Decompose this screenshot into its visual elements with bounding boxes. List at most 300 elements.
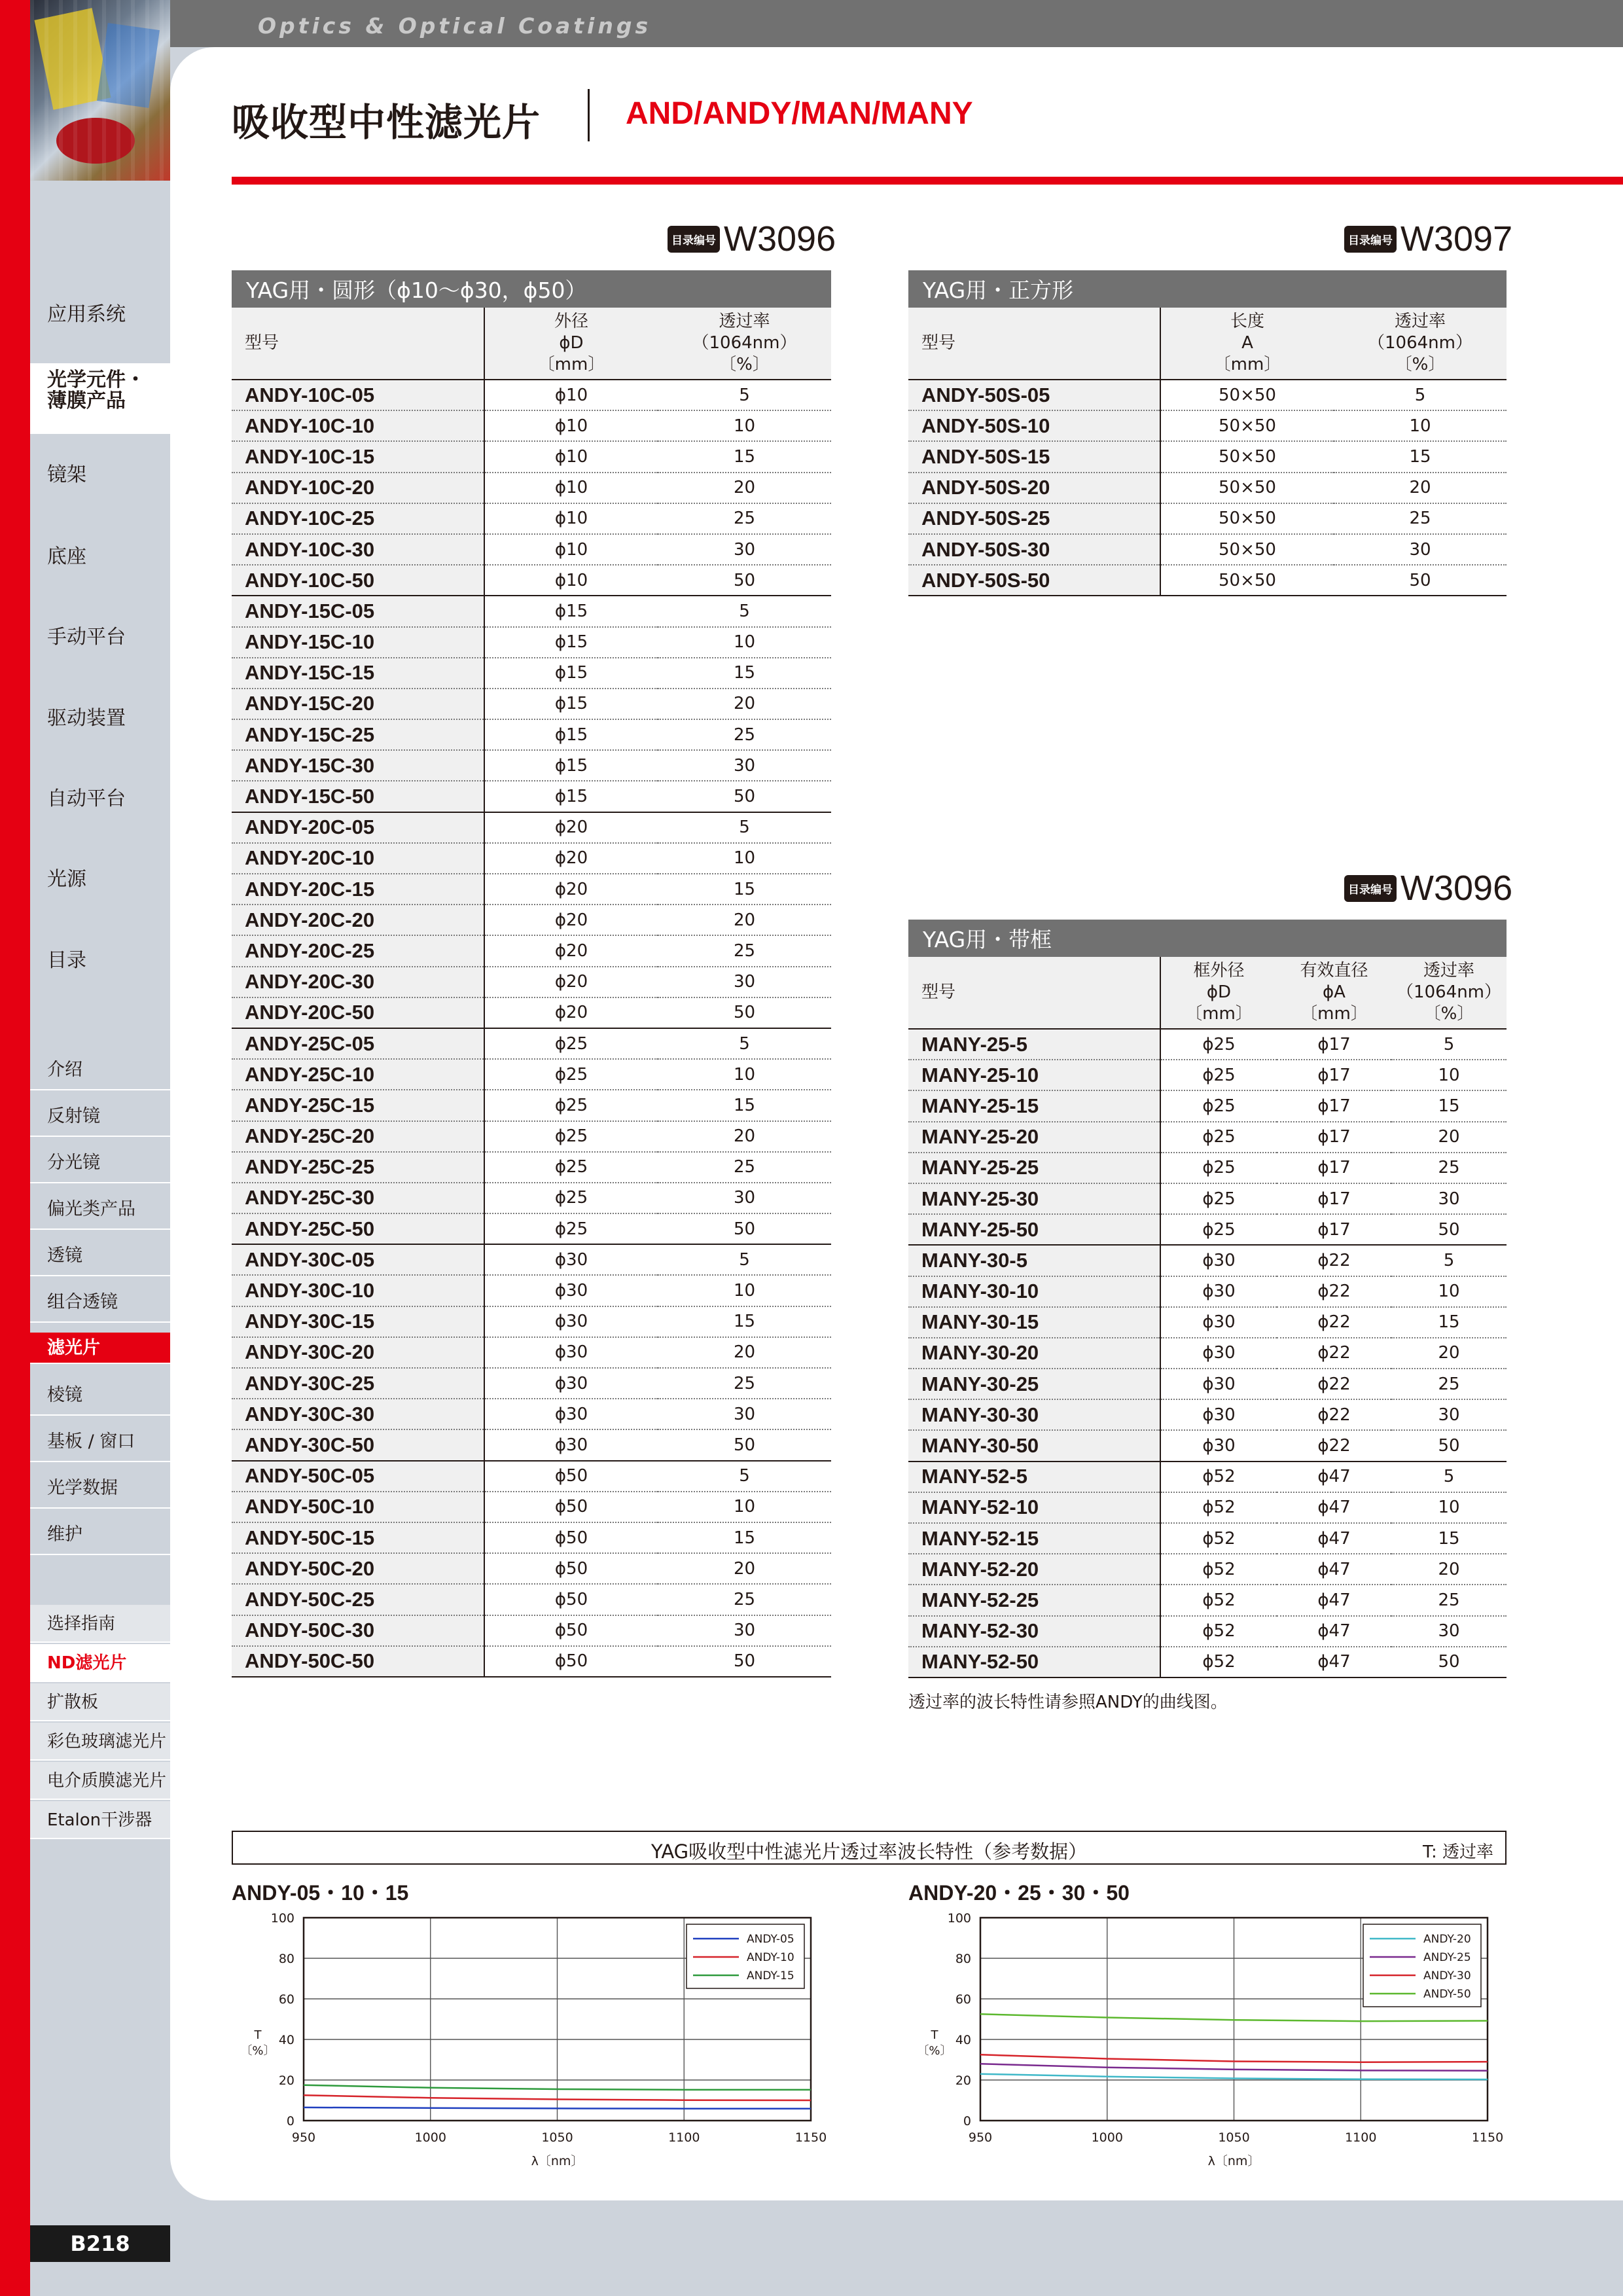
- sidebar-main-item[interactable]: 光源: [47, 868, 86, 891]
- model-cell: MANY-52-15: [908, 1523, 1160, 1554]
- value-cell: 25: [658, 1368, 831, 1399]
- value-cell: 25: [1334, 503, 1507, 534]
- model-cell: ANDY-10C-05: [232, 380, 484, 410]
- value-cell: ϕ20: [484, 997, 658, 1028]
- catalog-badge: 目录编号: [668, 226, 720, 253]
- y-axis-label: T 〔%〕: [917, 2028, 952, 2058]
- column-header: 有效直径 ϕA 〔mm〕: [1277, 957, 1391, 1029]
- model-cell: ANDY-20C-50: [232, 997, 484, 1028]
- model-cell: ANDY-25C-30: [232, 1183, 484, 1213]
- sidebar-sub-item[interactable]: 光学数据: [30, 1468, 170, 1509]
- sidebar-main-item[interactable]: 驱动装置: [47, 707, 126, 730]
- model-cell: ANDY-30C-10: [232, 1275, 484, 1306]
- model-cell: MANY-52-20: [908, 1554, 1160, 1585]
- value-cell: 15: [1334, 441, 1507, 472]
- value-cell: ϕ17: [1277, 1153, 1391, 1183]
- model-cell: ANDY-30C-20: [232, 1337, 484, 1368]
- value-cell: ϕ20: [484, 812, 658, 843]
- x-axis-label: λ〔nm〕: [531, 2154, 584, 2168]
- value-cell: 10: [1334, 410, 1507, 441]
- side-red-strip: [0, 0, 30, 2296]
- value-cell: ϕ17: [1277, 1090, 1391, 1121]
- table-caption: YAG用・圆形（ϕ10〜ϕ30，ϕ50）: [232, 270, 831, 308]
- value-cell: 20: [658, 473, 831, 503]
- model-cell: MANY-30-20: [908, 1338, 1160, 1369]
- chart-title-left: ANDY-05・10・15: [232, 1881, 409, 1905]
- value-cell: ϕ10: [484, 410, 658, 441]
- model-cell: ANDY-15C-10: [232, 627, 484, 658]
- model-cell: ANDY-50C-05: [232, 1461, 484, 1492]
- table-row: [232, 1152, 831, 1183]
- table-row: [232, 1553, 831, 1584]
- value-cell: 50×50: [1160, 410, 1334, 441]
- model-cell: ANDY-20C-25: [232, 935, 484, 966]
- value-cell: ϕ30: [1160, 1307, 1277, 1338]
- table-row: [908, 1616, 1507, 1647]
- column-header: 型号: [908, 957, 1160, 1029]
- catalog-badge: 目录编号: [1344, 226, 1397, 253]
- value-cell: ϕ20: [484, 843, 658, 874]
- sidebar-guide-item[interactable]: 彩色玻璃滤光片: [30, 1723, 170, 1761]
- value-cell: 50: [658, 565, 831, 596]
- table-caption: YAG用・带框: [908, 920, 1507, 957]
- x-tick-label: 1050: [541, 2130, 573, 2145]
- chart-section-header: [232, 1831, 1507, 1865]
- model-cell: ANDY-30C-50: [232, 1429, 484, 1460]
- sidebar-main-item[interactable]: 手动平台: [47, 626, 126, 649]
- value-cell: 5: [658, 1244, 831, 1275]
- value-cell: 20: [1391, 1122, 1507, 1153]
- sidebar-sub-item[interactable]: 分光镜: [30, 1143, 170, 1183]
- value-cell: 50: [1391, 1647, 1507, 1677]
- table-row: [232, 967, 831, 997]
- legend-label: ANDY-10: [747, 1951, 794, 1964]
- value-cell: 25: [658, 1584, 831, 1615]
- sidebar-sub-item[interactable]: 反射镜: [30, 1096, 170, 1137]
- table-row: [232, 534, 831, 565]
- model-cell: ANDY-10C-50: [232, 565, 484, 596]
- value-cell: 10: [658, 843, 831, 874]
- value-cell: 10: [658, 1492, 831, 1522]
- value-cell: 15: [658, 441, 831, 472]
- value-cell: ϕ52: [1160, 1647, 1277, 1677]
- table-row: [232, 1275, 831, 1306]
- value-cell: ϕ47: [1277, 1462, 1391, 1492]
- y-tick-label: 40: [278, 2033, 294, 2047]
- x-tick-label: 1150: [794, 2130, 827, 2145]
- value-cell: 30: [658, 1399, 831, 1429]
- value-cell: 5: [658, 380, 831, 410]
- sidebar-sub-item[interactable]: 透镜: [30, 1236, 170, 1276]
- table-row: [232, 781, 831, 812]
- model-cell: ANDY-15C-30: [232, 750, 484, 781]
- page-number: B218: [30, 2225, 170, 2262]
- value-cell: 50×50: [1160, 534, 1334, 565]
- value-cell: ϕ15: [484, 781, 658, 812]
- value-cell: 10: [1391, 1492, 1507, 1523]
- value-cell: 30: [1334, 534, 1507, 565]
- table-row: [908, 1399, 1507, 1430]
- square-filter-table: [908, 270, 1507, 596]
- model-cell: ANDY-10C-30: [232, 534, 484, 565]
- value-cell: 30: [658, 1183, 831, 1213]
- value-cell: 10: [658, 410, 831, 441]
- table-row: [908, 1153, 1507, 1183]
- table-row: [232, 1244, 831, 1275]
- sidebar-main-item[interactable]: 应用系统: [47, 303, 126, 326]
- catalog-number-square: 目录编号 W3097: [1344, 219, 1512, 259]
- model-cell: ANDY-15C-50: [232, 781, 484, 812]
- x-tick-label: 1000: [1091, 2130, 1123, 2145]
- table-row: [232, 1059, 831, 1090]
- model-cell: ANDY-50S-05: [908, 380, 1160, 410]
- value-cell: 50: [658, 1646, 831, 1677]
- model-cell: MANY-25-30: [908, 1183, 1160, 1214]
- table-row: [232, 1646, 831, 1677]
- table-row: [908, 380, 1507, 410]
- value-cell: ϕ50: [484, 1492, 658, 1522]
- value-cell: ϕ22: [1277, 1430, 1391, 1461]
- model-cell: ANDY-25C-05: [232, 1028, 484, 1059]
- model-cell: MANY-52-5: [908, 1462, 1160, 1492]
- column-header: 透过率 （1064nm） 〔%〕: [1334, 308, 1507, 380]
- sidebar-main-item[interactable]: 底座: [47, 545, 86, 568]
- table-row: [232, 997, 831, 1028]
- value-cell: 10: [1391, 1060, 1507, 1090]
- model-cell: ANDY-25C-50: [232, 1213, 484, 1244]
- model-cell: ANDY-30C-15: [232, 1306, 484, 1337]
- value-cell: 30: [1391, 1183, 1507, 1214]
- model-cell: MANY-52-50: [908, 1647, 1160, 1677]
- catalog-badge: 目录编号: [1344, 875, 1397, 902]
- table-row: [908, 441, 1507, 472]
- chart-section-title: YAG吸收型中性滤光片透过率波长特性（参考数据）: [651, 1840, 1088, 1863]
- value-cell: ϕ30: [484, 1275, 658, 1306]
- legend-label: ANDY-15: [747, 1969, 794, 1982]
- legend-label: ANDY-25: [1423, 1951, 1471, 1964]
- value-cell: ϕ20: [484, 874, 658, 905]
- table-row: [232, 905, 831, 935]
- value-cell: ϕ30: [1160, 1399, 1277, 1430]
- value-cell: ϕ30: [484, 1429, 658, 1460]
- value-cell: 15: [1391, 1523, 1507, 1554]
- value-cell: 25: [658, 719, 831, 750]
- column-header: 透过率 （1064nm） 〔%〕: [658, 308, 831, 380]
- sidebar-main-item[interactable]: 光学元件・ 薄膜产品: [30, 363, 170, 434]
- title-underline: [232, 177, 1623, 185]
- table-caption: YAG用・正方形: [908, 270, 1507, 308]
- table-row: [908, 1523, 1507, 1554]
- x-tick-label: 1100: [668, 2130, 700, 2145]
- value-cell: ϕ30: [484, 1306, 658, 1337]
- value-cell: 25: [1391, 1585, 1507, 1615]
- table-row: [908, 1585, 1507, 1615]
- value-cell: ϕ10: [484, 503, 658, 534]
- value-cell: ϕ30: [1160, 1338, 1277, 1369]
- value-cell: ϕ30: [484, 1368, 658, 1399]
- legend-label: ANDY-50: [1423, 1988, 1471, 2001]
- table-row: [908, 410, 1507, 441]
- table-row: [908, 473, 1507, 503]
- model-cell: MANY-25-5: [908, 1029, 1160, 1060]
- sidebar-sub-item[interactable]: 基板 / 窗口: [30, 1422, 170, 1462]
- model-cell: ANDY-30C-25: [232, 1368, 484, 1399]
- y-tick-label: 20: [278, 2073, 294, 2088]
- value-cell: ϕ10: [484, 534, 658, 565]
- model-cell: ANDY-30C-05: [232, 1244, 484, 1275]
- value-cell: ϕ15: [484, 627, 658, 658]
- value-cell: ϕ15: [484, 750, 658, 781]
- table-row: [232, 874, 831, 905]
- transmittance-legend-note: T: 透过率: [1422, 1842, 1493, 1862]
- table-row: [232, 565, 831, 596]
- sidebar-sub-item[interactable]: 介绍: [30, 1050, 170, 1090]
- sidebar-sub-item[interactable]: 滤光片: [30, 1333, 170, 1364]
- y-axis-label: T 〔%〕: [240, 2028, 276, 2058]
- value-cell: ϕ10: [484, 473, 658, 503]
- model-cell: ANDY-50S-20: [908, 473, 1160, 503]
- page-title: 吸收型中性滤光片: [232, 100, 541, 145]
- table-row: [232, 1429, 831, 1460]
- value-cell: ϕ25: [484, 1121, 658, 1152]
- table-row: [232, 812, 831, 843]
- column-header: 型号: [908, 308, 1160, 380]
- value-cell: ϕ25: [1160, 1060, 1277, 1090]
- value-cell: 5: [658, 596, 831, 626]
- model-cell: MANY-30-25: [908, 1369, 1160, 1399]
- x-tick-label: 1100: [1345, 2130, 1377, 2145]
- value-cell: 15: [658, 874, 831, 905]
- value-cell: ϕ47: [1277, 1523, 1391, 1554]
- value-cell: 50: [658, 997, 831, 1028]
- value-cell: 20: [1391, 1338, 1507, 1369]
- table-row: [908, 1276, 1507, 1307]
- table-row: [908, 1492, 1507, 1523]
- sidebar-sub-item[interactable]: 偏光类产品: [30, 1189, 170, 1230]
- value-cell: 20: [658, 1337, 831, 1368]
- value-cell: 15: [1391, 1307, 1507, 1338]
- sidebar-guide-item[interactable]: ND滤光片: [30, 1644, 170, 1682]
- value-cell: ϕ52: [1160, 1523, 1277, 1554]
- value-cell: ϕ30: [484, 1337, 658, 1368]
- table-row: [908, 565, 1507, 596]
- value-cell: ϕ22: [1277, 1399, 1391, 1430]
- value-cell: 5: [1391, 1029, 1507, 1060]
- value-cell: ϕ30: [484, 1244, 658, 1275]
- model-cell: ANDY-50C-20: [232, 1553, 484, 1584]
- model-cell: ANDY-20C-15: [232, 874, 484, 905]
- table-row: [908, 503, 1507, 534]
- sidebar-guide-item[interactable]: 扩散板: [30, 1683, 170, 1721]
- y-tick-label: 100: [947, 1911, 971, 1926]
- table-row: [908, 534, 1507, 565]
- table-row: [232, 473, 831, 503]
- sidebar-main-item[interactable]: 镜架: [47, 463, 86, 486]
- value-cell: ϕ15: [484, 689, 658, 719]
- sidebar-sub-item[interactable]: 维护: [30, 1515, 170, 1555]
- table-row: [232, 1615, 831, 1646]
- table-row: [232, 750, 831, 781]
- model-cell: ANDY-25C-10: [232, 1059, 484, 1090]
- x-tick-label: 1150: [1471, 2130, 1504, 2145]
- value-cell: 50: [658, 781, 831, 812]
- value-cell: ϕ17: [1277, 1060, 1391, 1090]
- table-row: [232, 1461, 831, 1492]
- model-cell: MANY-30-50: [908, 1430, 1160, 1461]
- table-row: [232, 1121, 831, 1152]
- value-cell: 15: [658, 1522, 831, 1553]
- sidebar-guide-item[interactable]: 电介质膜滤光片: [30, 1762, 170, 1800]
- value-cell: ϕ47: [1277, 1616, 1391, 1647]
- value-cell: ϕ50: [484, 1553, 658, 1584]
- value-cell: 5: [658, 812, 831, 843]
- value-cell: ϕ15: [484, 596, 658, 626]
- top-category-bar: [170, 0, 1623, 47]
- model-cell: ANDY-50S-50: [908, 565, 1160, 596]
- transmittance-chart-right: [908, 1905, 1517, 2179]
- wavelength-note: 透过率的波长特性请参照ANDY的曲线图。: [908, 1693, 1228, 1712]
- value-cell: 5: [658, 1461, 831, 1492]
- value-cell: 50×50: [1160, 473, 1334, 503]
- model-cell: ANDY-50C-25: [232, 1584, 484, 1615]
- value-cell: 20: [658, 689, 831, 719]
- x-tick-label: 1000: [414, 2130, 446, 2145]
- value-cell: ϕ25: [484, 1059, 658, 1090]
- model-cell: ANDY-30C-30: [232, 1399, 484, 1429]
- value-cell: 5: [1334, 380, 1507, 410]
- value-cell: ϕ25: [1160, 1153, 1277, 1183]
- value-cell: ϕ17: [1277, 1029, 1391, 1060]
- table-row: [232, 935, 831, 966]
- model-cell: ANDY-15C-25: [232, 719, 484, 750]
- value-cell: ϕ52: [1160, 1492, 1277, 1523]
- model-cell: ANDY-50C-50: [232, 1646, 484, 1677]
- model-cell: MANY-52-25: [908, 1585, 1160, 1615]
- value-cell: 5: [1391, 1462, 1507, 1492]
- value-cell: 50×50: [1160, 503, 1334, 534]
- sidebar-sub-item[interactable]: 棱镜: [30, 1375, 170, 1416]
- value-cell: 50×50: [1160, 441, 1334, 472]
- model-cell: MANY-30-10: [908, 1276, 1160, 1307]
- value-cell: ϕ50: [484, 1522, 658, 1553]
- sidebar-main-item[interactable]: 目录: [47, 949, 86, 972]
- model-cell: ANDY-10C-20: [232, 473, 484, 503]
- round-filter-table: [232, 270, 831, 1677]
- value-cell: ϕ30: [1160, 1369, 1277, 1399]
- value-cell: ϕ25: [484, 1090, 658, 1121]
- model-cell: ANDY-25C-15: [232, 1090, 484, 1121]
- sidebar-main-item[interactable]: 自动平台: [47, 787, 126, 810]
- table-row: [908, 1554, 1507, 1585]
- table-row: [232, 658, 831, 689]
- value-cell: 30: [1391, 1399, 1507, 1430]
- value-cell: ϕ30: [1160, 1430, 1277, 1461]
- table-row: [232, 1090, 831, 1121]
- value-cell: 10: [658, 627, 831, 658]
- model-cell: ANDY-20C-30: [232, 967, 484, 997]
- model-cell: MANY-25-10: [908, 1060, 1160, 1090]
- value-cell: 50: [1391, 1430, 1507, 1461]
- value-cell: ϕ52: [1160, 1585, 1277, 1615]
- value-cell: ϕ47: [1277, 1554, 1391, 1585]
- sidebar-guide-item[interactable]: Etalon干涉器: [30, 1801, 170, 1839]
- column-header: 外径 ϕD 〔mm〕: [484, 308, 658, 380]
- value-cell: ϕ25: [1160, 1029, 1277, 1060]
- model-cell: MANY-30-30: [908, 1399, 1160, 1430]
- table-row: [232, 719, 831, 750]
- y-tick-label: 60: [955, 1992, 971, 2007]
- y-tick-label: 60: [278, 1992, 294, 2007]
- table-row: [908, 1060, 1507, 1090]
- y-tick-label: 0: [963, 2114, 971, 2128]
- catalog-number-framed: 目录编号 W3096: [1344, 869, 1512, 908]
- model-cell: ANDY-25C-25: [232, 1152, 484, 1183]
- value-cell: ϕ30: [1160, 1276, 1277, 1307]
- table-row: [232, 1522, 831, 1553]
- table-row: [908, 1183, 1507, 1214]
- table-row: [232, 1213, 831, 1244]
- value-cell: 25: [1391, 1369, 1507, 1399]
- model-cell: ANDY-10C-10: [232, 410, 484, 441]
- x-tick-label: 950: [291, 2130, 316, 2145]
- value-cell: 15: [658, 1090, 831, 1121]
- model-cell: ANDY-15C-20: [232, 689, 484, 719]
- legend-label: ANDY-05: [747, 1933, 794, 1946]
- value-cell: ϕ50: [484, 1584, 658, 1615]
- value-cell: ϕ52: [1160, 1554, 1277, 1585]
- value-cell: 25: [658, 935, 831, 966]
- value-cell: 25: [658, 1152, 831, 1183]
- model-cell: ANDY-15C-05: [232, 596, 484, 626]
- table-row: [232, 410, 831, 441]
- chart-title-right: ANDY-20・25・30・50: [908, 1881, 1130, 1905]
- model-cell: ANDY-25C-20: [232, 1121, 484, 1152]
- value-cell: ϕ17: [1277, 1122, 1391, 1153]
- value-cell: ϕ25: [1160, 1214, 1277, 1245]
- table-row: [908, 1122, 1507, 1153]
- table-row: [232, 503, 831, 534]
- value-cell: ϕ10: [484, 441, 658, 472]
- table-row: [232, 1584, 831, 1615]
- value-cell: ϕ17: [1277, 1214, 1391, 1245]
- sidebar-sub-item[interactable]: 组合透镜: [30, 1282, 170, 1323]
- model-cell: ANDY-50C-10: [232, 1492, 484, 1522]
- value-cell: 20: [1334, 473, 1507, 503]
- table-row: [232, 441, 831, 472]
- y-tick-label: 100: [270, 1911, 294, 1926]
- value-cell: 30: [658, 967, 831, 997]
- value-cell: 15: [1391, 1090, 1507, 1121]
- value-cell: ϕ20: [484, 935, 658, 966]
- table-row: [232, 380, 831, 410]
- value-cell: ϕ25: [484, 1213, 658, 1244]
- table-row: [232, 1368, 831, 1399]
- value-cell: 25: [658, 503, 831, 534]
- sidebar-guide-item[interactable]: 选择指南: [30, 1605, 170, 1643]
- value-cell: ϕ22: [1277, 1369, 1391, 1399]
- x-tick-label: 950: [968, 2130, 993, 2145]
- value-cell: 20: [658, 1553, 831, 1584]
- value-cell: 20: [658, 1121, 831, 1152]
- y-tick-label: 40: [955, 2033, 971, 2047]
- y-tick-label: 80: [278, 1952, 294, 1966]
- value-cell: ϕ47: [1277, 1647, 1391, 1677]
- value-cell: 30: [658, 750, 831, 781]
- legend-label: ANDY-30: [1423, 1969, 1471, 1982]
- model-cell: MANY-30-5: [908, 1245, 1160, 1276]
- value-cell: ϕ47: [1277, 1585, 1391, 1615]
- table-row: [908, 1338, 1507, 1369]
